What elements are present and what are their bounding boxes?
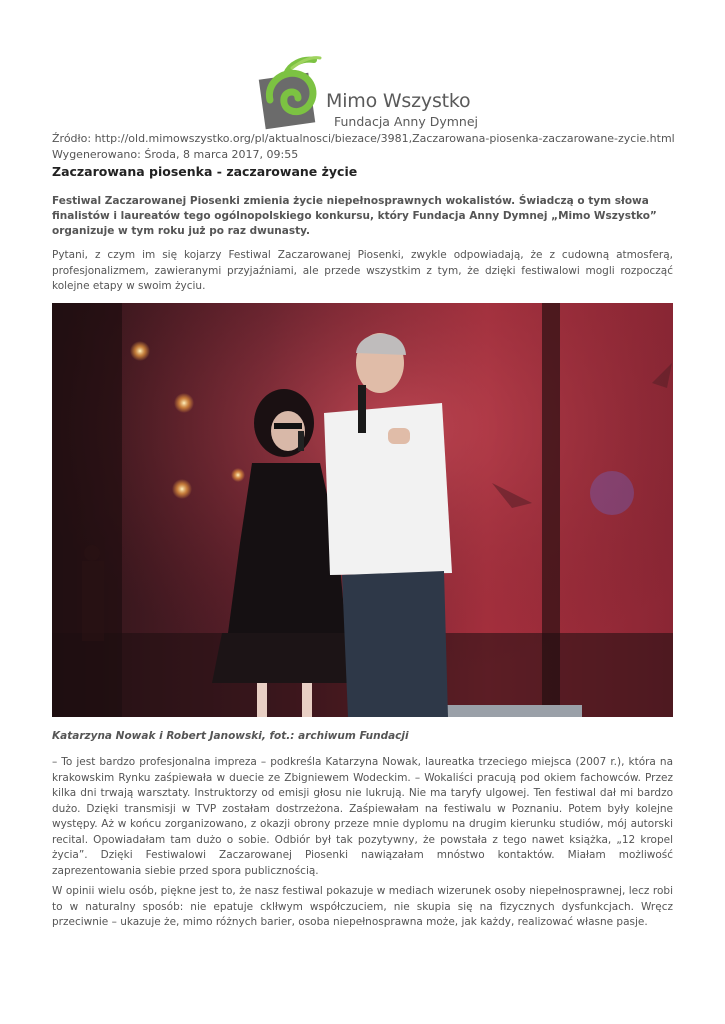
stage-photo bbox=[52, 303, 673, 717]
article-paragraph: – To jest bardzo profesjonalna impreza – podkreśla Katarzyna Nowak, laureatka trzeciego miejsca (2007 r.), która na krakowskim Rynku zaśpiewała w duecie ze Zbigniewem Wodeckim. – Wokaliści pracują pod okiem fachowców. Przez kilka dni trwają warsztaty. Instruktorzy od emisji głosu nie lukrują. Nie ma taryfy ulgowej. Ten festiwal dał mi bardzo dużo. Dzięki transmisji w TVP zostałam dostrzeżona. Zaśpiewałam na festiwalu w Poznaniu. Potem były kolejne występy. Aż w końcu zorganizowano, z okazji obrony przeze mnie dyplomu na drugim kierunku studiów, mój autorski recital. Opowiadałam tam dużo o sobie. Odbiór był tak pozytywny, że powstała z tego nawet książka, „12 kropel życia”. Dzięki Festiwalowi Zaczarowanej Piosenki nawiązałam mnóstwo kontaktów. Miałam możliwość zaprezentowania siebie przed spora publicznością. bbox=[52, 756, 673, 877]
article-paragraph: W opinii wielu osób, piękne jest to, że nasz festiwal pokazuje w mediach wizerunek osoby niepełnosprawnej, lecz robi to w naturalny sposób: nie epatuje cklłwym współczuciem, nie skupia się na fizycznych dysfunkcjach. Wręcz przeciwnie – ukazuje że, mimo różnych barier, osoba niepełnosprawna może, jak każdy, realizować własne pasje. bbox=[52, 885, 673, 928]
photo-caption: Katarzyna Nowak i Robert Janowski, fot.: archiwum Fundacji bbox=[52, 730, 409, 742]
generated-date: Wygenerowano: Środa, 8 marca 2017, 09:55 bbox=[52, 148, 299, 161]
article-photo bbox=[52, 303, 673, 717]
article-title: Zaczarowana piosenka - zaczarowane życie bbox=[52, 164, 358, 179]
logo-name: Mimo Wszystko bbox=[326, 90, 471, 112]
document-meta bbox=[52, 131, 682, 163]
article-lead: Festiwal Zaczarowanej Piosenki zmienia życie niepełnosprawnych wokalistów. Świadczą o tym słowa finalistów i laureatów tego ogólnopolskiego konkursu, który Fundacja Anny Dymnej „Mimo Wszystko” organizuje w tym roku już po raz dwunasty. bbox=[52, 195, 657, 237]
foundation-logo bbox=[256, 54, 476, 134]
logo-subtitle: Fundacja Anny Dymnej bbox=[334, 114, 478, 129]
source-url: Źródło: http://old.mimowszystko.org/pl/aktualnosci/biezace/3981,Zaczarowana-piosenka-zaczarowane-zycie.html bbox=[52, 132, 675, 145]
spiral-logo-icon bbox=[256, 54, 326, 132]
article-paragraph: Pytani, z czym im się kojarzy Festiwal Zaczarowanej Piosenki, zwykle odpowiadają, że z cudowną atmosferą, profesjonalizmem, zawieranymi przyjaźniami, ale przede wszystkim z tym, że dzięki festiwalowi mogli rozpocząć kolejne etapy w swoim życiu. bbox=[52, 249, 673, 292]
